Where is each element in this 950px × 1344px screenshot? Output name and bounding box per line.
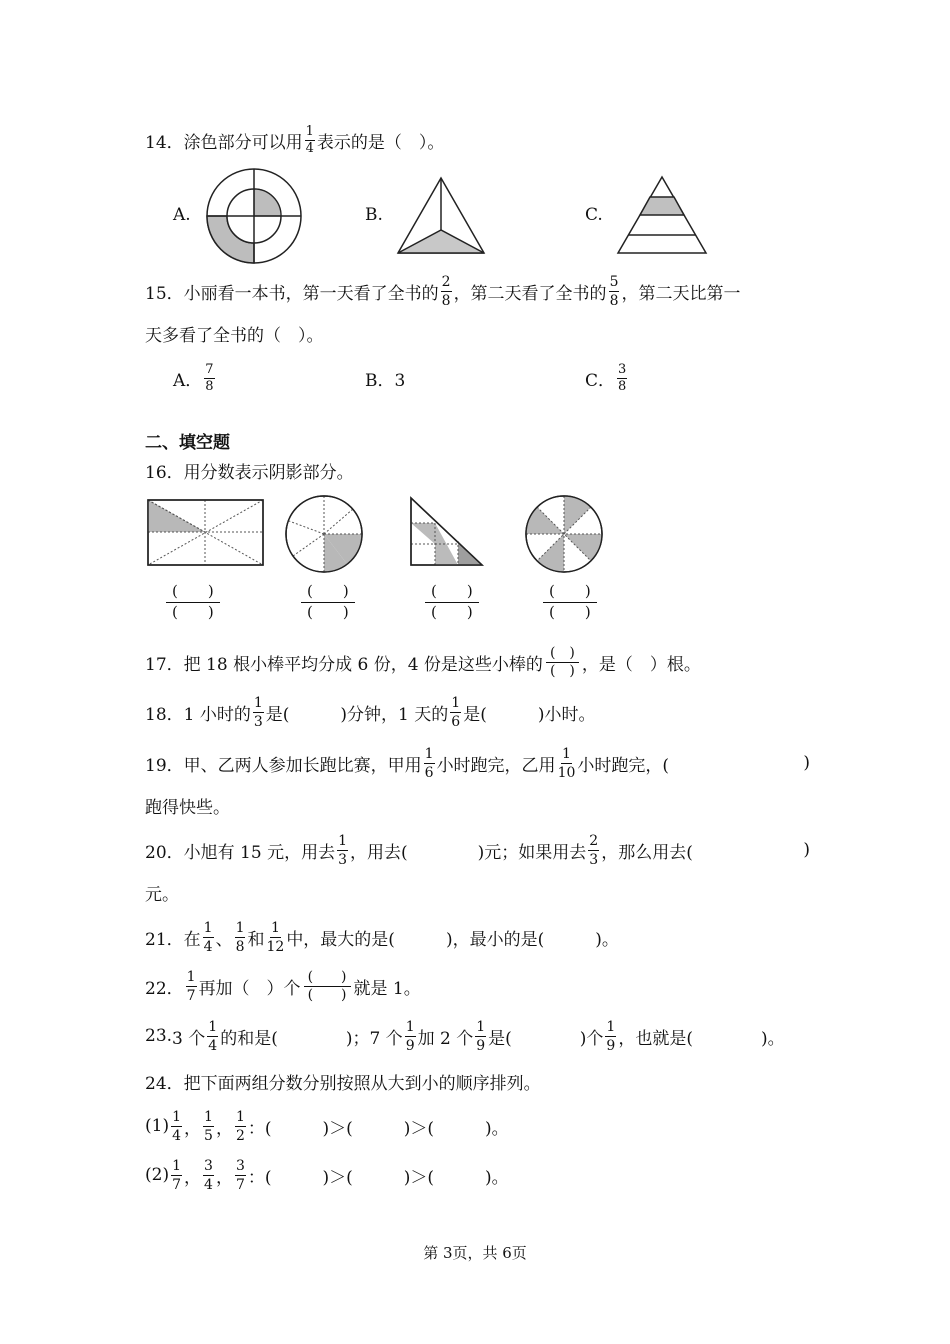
fraction: [207, 1019, 218, 1054]
q24-number: 24．: [145, 1073, 184, 1094]
fraction: [405, 1019, 416, 1054]
q14-line: [145, 120, 444, 160]
fraction-numerator: 1: [606, 1018, 616, 1035]
fraction-denominator: 8: [618, 378, 627, 394]
fraction-numerator: 1: [208, 1018, 218, 1035]
fraction-numerator: 1: [562, 745, 571, 762]
blank-denominator[interactable]: ( ): [549, 603, 591, 621]
q16-line: [145, 450, 354, 490]
fraction: [203, 920, 214, 955]
fraction: [203, 1109, 214, 1144]
q20-text-d: ，那么用去(: [601, 842, 693, 863]
pinwheel-circle-figure: [523, 493, 605, 575]
q24-line: [145, 1061, 541, 1101]
q24-part2: [145, 1155, 509, 1195]
rectangle-figure: [145, 497, 267, 569]
q15-text-b: ，第二天看了全书的: [453, 283, 607, 304]
q19-text-a: 甲、乙两人参加长跑比赛，甲用: [183, 755, 422, 776]
blank-numerator[interactable]: ( ): [546, 645, 579, 663]
fraction: [450, 695, 461, 730]
fraction-numerator: 1: [235, 1108, 245, 1125]
q16-answer-3[interactable]: [422, 582, 482, 621]
fraction-numerator: 3: [618, 361, 627, 377]
fraction-denominator: 5: [204, 1127, 213, 1144]
q14-number: 14．: [145, 132, 184, 153]
q19-text-b: 小时跑完，乙用: [436, 755, 556, 776]
q20-text-a: 小旭有 15 元，用去: [183, 842, 336, 863]
fraction-denominator: 3: [253, 713, 263, 730]
blank-fraction: [166, 582, 220, 621]
q24-text: 把下面两组分数分别按照从大到小的顺序排列。: [183, 1073, 541, 1094]
fraction: [235, 920, 246, 955]
q22-text-b: 就是 1。: [353, 978, 421, 999]
fraction-numerator: 1: [253, 694, 263, 711]
fraction: [588, 833, 599, 868]
q20-line2: 元。: [145, 884, 179, 905]
fraction-denominator: 12: [266, 938, 285, 955]
q14-option-c: C.: [585, 205, 603, 225]
triangle-figure-b: [395, 175, 487, 255]
q14-text-b: 表示的是（ ）。: [316, 132, 445, 153]
q15-option-a: [173, 358, 217, 398]
q16-answer-2[interactable]: [298, 582, 358, 621]
fraction: [171, 1109, 182, 1144]
q16-text: 用分数表示阴影部分。: [183, 462, 354, 483]
fraction-denominator: 9: [606, 1037, 616, 1054]
fraction-denominator: 9: [405, 1037, 415, 1054]
fraction-denominator: 6: [451, 713, 461, 730]
fraction-numerator: 1: [235, 919, 245, 936]
blank-denominator[interactable]: ( ): [431, 603, 473, 621]
blank-fraction[interactable]: [546, 645, 579, 679]
q23-text-d: 是( )个: [488, 1028, 604, 1049]
q15-line1: [145, 271, 740, 311]
q21-number: 21．: [145, 929, 184, 950]
blank-denominator[interactable]: ( ): [307, 603, 349, 621]
fraction-numerator: 2: [589, 832, 599, 849]
fraction: [204, 363, 214, 394]
q19-line1: [145, 743, 810, 783]
fraction-denominator: 8: [609, 292, 619, 309]
blank-numerator[interactable]: ( ): [543, 582, 597, 603]
ring-figure-a: [205, 167, 303, 265]
ordering-blanks[interactable]: ：( )＞( )＞( )。: [247, 1167, 509, 1188]
q15-option-b: B．3: [365, 370, 406, 391]
fraction: [186, 969, 197, 1004]
fraction-denominator: 7: [186, 987, 196, 1004]
q14-option-b: B.: [365, 205, 383, 225]
comma: ，: [184, 1118, 202, 1139]
q23-number: 23.: [145, 1026, 173, 1046]
fraction-numerator: 2: [441, 273, 451, 290]
q22-line: [145, 966, 421, 1006]
fraction: [475, 1019, 486, 1054]
ordering-blanks[interactable]: ：( )＞( )＞( )。: [247, 1118, 509, 1139]
fraction-denominator: 2: [235, 1127, 245, 1144]
q18-text-b: 是( )分钟，1 天的: [265, 704, 449, 725]
fraction: [441, 274, 452, 309]
fraction-denominator: 4: [203, 938, 213, 955]
circle-figure: [283, 493, 365, 575]
fraction-numerator: 1: [424, 745, 434, 762]
fraction-denominator: 8: [235, 938, 245, 955]
comma: ，: [215, 1167, 233, 1188]
q17-number: 17．: [145, 654, 184, 675]
q17-text-a: 把 18 根小棒平均分成 6 份，4 份是这些小棒的: [183, 654, 543, 675]
q14-text-a: 涂色部分可以用: [183, 132, 303, 153]
q20-text-b: ，用去(: [350, 842, 408, 863]
fraction-denominator: 4: [172, 1127, 182, 1144]
fraction: [558, 746, 576, 781]
fraction-denominator: 9: [476, 1037, 486, 1054]
q20-line1: [145, 830, 810, 870]
fraction-denominator: 3: [338, 851, 348, 868]
q23-text-b: 的和是( )；7 个: [220, 1028, 403, 1049]
option-label: A．: [173, 370, 203, 391]
fraction-numerator: 1: [203, 919, 213, 936]
fraction-denominator: 6: [424, 764, 434, 781]
q14-option-a: A.: [173, 205, 191, 225]
q22-number: 22．: [145, 978, 184, 999]
fraction-numerator: 3: [235, 1157, 245, 1174]
part-label: (1): [145, 1116, 170, 1136]
q22-text-a: 再加（ ）个: [198, 978, 301, 999]
fraction-denominator: 7: [235, 1176, 245, 1193]
blank-fraction[interactable]: [304, 969, 351, 1003]
fraction: [203, 1158, 214, 1193]
fraction-denominator: 3: [589, 851, 599, 868]
q23-text-c: 加 2 个: [417, 1028, 474, 1049]
fraction-numerator: 1: [405, 1018, 415, 1035]
blank-numerator[interactable]: ( ): [425, 582, 479, 603]
q19-number: 19．: [145, 755, 184, 776]
fraction-denominator: 10: [557, 764, 576, 781]
fraction-denominator: 7: [172, 1176, 182, 1193]
fraction-numerator: 1: [172, 1108, 182, 1125]
part-label: (2): [145, 1165, 170, 1185]
blank-fraction: [301, 582, 355, 621]
q18-line: [145, 692, 595, 732]
fraction-numerator: 1: [204, 1108, 213, 1125]
q23-text-a: 3 个: [172, 1028, 206, 1049]
fraction-denominator: 8: [205, 378, 214, 394]
fraction: [171, 1158, 182, 1193]
q16-number: 16．: [145, 462, 184, 483]
fraction-numerator: 1: [172, 1157, 182, 1174]
fraction-numerator: 1: [305, 123, 314, 139]
blank-denominator[interactable]: ( ): [307, 987, 347, 1003]
fraction: [609, 274, 620, 309]
q21-line: [145, 917, 619, 957]
fraction: [305, 125, 315, 156]
fraction-numerator: 1: [338, 832, 348, 849]
fraction-numerator: 1: [451, 694, 461, 711]
q16-answer-1[interactable]: [163, 582, 223, 621]
q15-line2: 天多看了全书的（ ）。: [145, 325, 324, 346]
pyramid-figure-c: [615, 175, 709, 255]
fraction: [266, 920, 284, 955]
fraction-numerator: 7: [205, 361, 214, 377]
q20-text-c: )元；如果用去: [477, 842, 587, 863]
comma: ，: [184, 1167, 202, 1188]
fraction: [253, 695, 264, 730]
blank-fraction: [543, 582, 597, 621]
fraction-denominator: 4: [208, 1037, 218, 1054]
q16-answer-4[interactable]: [540, 582, 600, 621]
fraction: [235, 1158, 246, 1193]
fraction: [424, 746, 435, 781]
q24-part1: [145, 1106, 509, 1146]
q15-text-c: ，第二天比第一: [621, 283, 741, 304]
q18-text-a: 1 小时的: [183, 704, 251, 725]
q18-number: 18．: [145, 704, 184, 725]
fraction: [337, 833, 348, 868]
fraction: [617, 363, 627, 394]
fraction: [605, 1019, 616, 1054]
section-heading: 二、填空题: [145, 433, 230, 453]
q19-text-c: 小时跑完，(: [577, 755, 670, 776]
fraction-numerator: 1: [270, 919, 280, 936]
q20-number: 20．: [145, 842, 184, 863]
separator: 、: [215, 929, 233, 950]
q20-text-e: ): [803, 840, 810, 860]
fraction-numerator: 1: [476, 1018, 486, 1035]
q15-number: 15．: [145, 283, 184, 304]
q23-line: [145, 1016, 785, 1056]
option-label: C．: [585, 370, 616, 391]
q17-text-b: ，是（ ）根。: [581, 654, 701, 675]
blank-numerator[interactable]: ( ): [304, 969, 351, 987]
q17-line: [145, 642, 701, 682]
fraction-numerator: 5: [609, 273, 619, 290]
q15-option-c: [585, 358, 629, 398]
q18-text-c: 是( )小时。: [463, 704, 596, 725]
q23-text-e: ，也就是( )。: [618, 1028, 785, 1049]
q19-line2: 跑得快些。: [145, 797, 230, 818]
q21-text-a: 在: [183, 929, 201, 950]
blank-denominator[interactable]: ( ): [172, 603, 214, 621]
page-footer: 第 3页，共 6页: [423, 1244, 527, 1262]
blank-fraction: [425, 582, 479, 621]
fraction-denominator: 4: [204, 1176, 213, 1193]
blank-numerator[interactable]: ( ): [166, 582, 220, 603]
fraction-denominator: 8: [441, 292, 451, 309]
q15-text-a: 小丽看一本书，第一天看了全书的: [183, 283, 439, 304]
q19-text-d: ): [803, 753, 810, 773]
blank-numerator[interactable]: ( ): [301, 582, 355, 603]
fraction-numerator: 1: [186, 968, 196, 985]
comma: ，: [215, 1118, 233, 1139]
right-triangle-figure: [408, 495, 486, 569]
q21-text-b: 中，最大的是( )，最小的是( )。: [286, 929, 619, 950]
fraction-denominator: 4: [305, 140, 314, 156]
blank-denominator[interactable]: ( ): [549, 663, 575, 679]
fraction-numerator: 3: [204, 1157, 213, 1174]
fraction: [235, 1109, 246, 1144]
separator: 和: [247, 929, 265, 950]
